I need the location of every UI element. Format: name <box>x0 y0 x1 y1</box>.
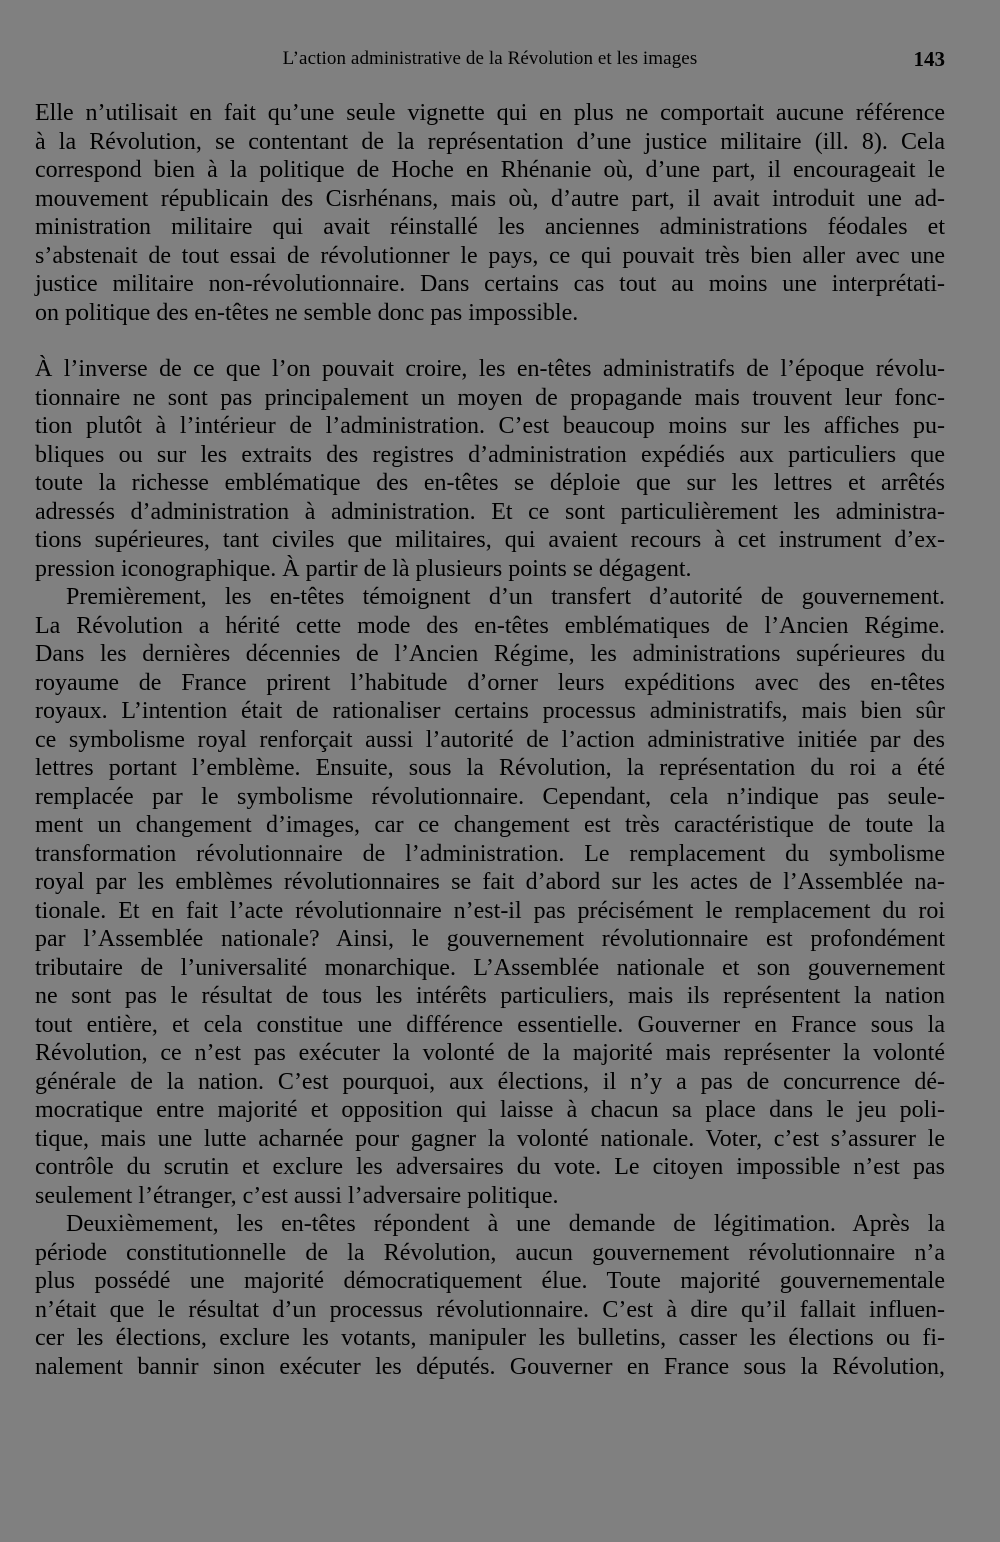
text-line: ce symbolisme royal renforçait aussi l’autorité de l’action administrative initiée par des <box>35 726 945 753</box>
text-line: Révolution, ce n’est pas exécuter la volonté de la majorité mais représenter la volonté <box>35 1040 945 1066</box>
running-title: L’action administrative de la Révolution et les images <box>282 48 698 69</box>
text-line: ne sont pas le résultat de tous les intérêts particuliers, mais ils représentent la nation <box>35 983 945 1009</box>
text-line: justice militaire non-révolutionnaire. Dans certains cas tout au moins une interprétati- <box>35 271 945 297</box>
text-line: tionale. Et en fait l’acte révolutionnaire n’est-il pas précisément le remplacement du roi <box>35 897 945 924</box>
page-header <box>35 44 945 74</box>
text-line: remplacée par le symbolisme révolutionnaire. Cependant, cela n’indique pas seule- <box>35 783 945 810</box>
paragraph-gap <box>35 327 945 355</box>
text-line: Premièrement, les en-têtes témoignent d’un transfert d’autorité de gouvernement. <box>66 584 945 610</box>
text-line: tributaire de l’universalité monarchique. L’Assemblée nationale et son gouvernement <box>35 954 945 981</box>
text-line: Dans les dernières décennies de l’Ancien Régime, les administrations supérieures du <box>35 641 945 667</box>
text-line: tionnaire ne sont pas principalement un moyen de propagande mais trouvent leur fonc- <box>35 384 945 411</box>
text-line: cer les élections, exclure les votants, manipuler les bulletins, casser les élections ou fi- <box>35 1325 945 1351</box>
text-line: plus possédé une majorité démocratiquement élue. Toute majorité gouvernementale <box>35 1268 945 1294</box>
text-line: on politique des en-têtes ne semble donc pas impossible. <box>35 299 579 326</box>
text-line: tique, mais une lutte acharnée pour gagner la volonté nationale. Voter, c’est s’assurer le <box>35 1125 945 1152</box>
text-line: ministration militaire qui avait réinstallé les anciennes administrations féodales et <box>35 214 945 240</box>
text-line: pression iconographique. À partir de là plusieurs points se dégagent. <box>35 555 692 582</box>
page-number: 143 <box>913 47 945 71</box>
text-line: toute la richesse emblématique des en-têtes se déploie que sur les lettres et arrêtés <box>35 470 945 496</box>
text-line: contrôle du scrutin et exclure les adversaires du vote. Le citoyen impossible n’est pas <box>35 1154 945 1180</box>
text-line: seulement l’étranger, c’est aussi l’adversaire politique. <box>35 1182 559 1209</box>
text-line: nalement bannir sinon exécuter les députés. Gouverner en France sous la Révolution, <box>35 1353 945 1380</box>
text-line: mocratique entre majorité et opposition qui laisse à chacun sa place dans le jeu poli- <box>35 1097 945 1123</box>
text-line: période constitutionnelle de la Révolution, aucun gouvernement révolutionnaire n’a <box>35 1239 945 1266</box>
text-line: correspond bien à la politique de Hoche en Rhénanie où, d’une part, il encourageait le <box>35 157 945 183</box>
paragraph <box>35 1210 945 1381</box>
text-line: bliques ou sur les extraits des registres d’administration expédiés aux particuliers que <box>35 441 945 468</box>
text-line: La Révolution a hérité cette mode des en-têtes emblématiques de l’Ancien Régime. <box>35 612 945 639</box>
text-line: générale de la nation. C’est pourquoi, aux élections, il n’y a pas de concurrence dé- <box>35 1068 945 1095</box>
text-line: royaux. L’intention était de rationaliser certains processus administratifs, mais bien sûr <box>35 698 945 724</box>
text-line: par l’Assemblée nationale? Ainsi, le gouvernement révolutionnaire est profondément <box>35 926 945 952</box>
text-line: n’était que le résultat d’un processus révolutionnaire. C’est à dire qu’il fallait influen- <box>35 1296 945 1323</box>
text-line: transformation révolutionnaire de l’administration. Le remplacement du symbolisme <box>35 840 945 867</box>
text-line: adressés d’administration à administration. Et ce sont particulièrement les administra- <box>35 498 945 525</box>
text-line: Deuxièmement, les en-têtes répondent à une demande de légitimation. Après la <box>66 1211 945 1237</box>
paragraph <box>35 99 945 327</box>
text-line: à la Révolution, se contentant de la représentation d’une justice militaire (ill. 8). Cela <box>35 128 945 155</box>
text-line: ment un changement d’images, car ce changement est très caractéristique de toute la <box>35 812 945 838</box>
text-line: tions supérieures, tant civiles que militaires, qui avaient recours à cet instrument d’ex- <box>35 527 945 553</box>
text-line: À l’inverse de ce que l’on pouvait croire, les en-têtes administratifs de l’époque révolu- <box>35 356 945 382</box>
text-line: lettres portant l’emblème. Ensuite, sous la Révolution, la représentation du roi a été <box>35 755 945 781</box>
text-line: mouvement républicain des Cisrhénans, mais où, d’autre part, il avait introduit une ad- <box>35 185 945 212</box>
text-line: s’abstenait de tout essai de révolutionner le pays, ce qui pouvait très bien aller avec une <box>35 242 945 269</box>
body-text <box>35 99 945 1381</box>
text-line: tout entière, et cela constitue une différence essentielle. Gouverner en France sous la <box>35 1011 945 1038</box>
text-line: tion plutôt à l’intérieur de l’administration. C’est beaucoup moins sur les affiches pu- <box>35 413 945 439</box>
text-line: Elle n’utilisait en fait qu’une seule vignette qui en plus ne comportait aucune référence <box>35 100 945 126</box>
paragraph <box>35 583 945 1210</box>
text-line: royaume de France prirent l’habitude d’orner leurs expéditions avec des en-têtes <box>35 669 945 696</box>
paragraph <box>35 355 945 583</box>
text-line: royal par les emblèmes révolutionnaires se fait d’abord sur les actes de l’Assemblée na- <box>35 869 945 895</box>
